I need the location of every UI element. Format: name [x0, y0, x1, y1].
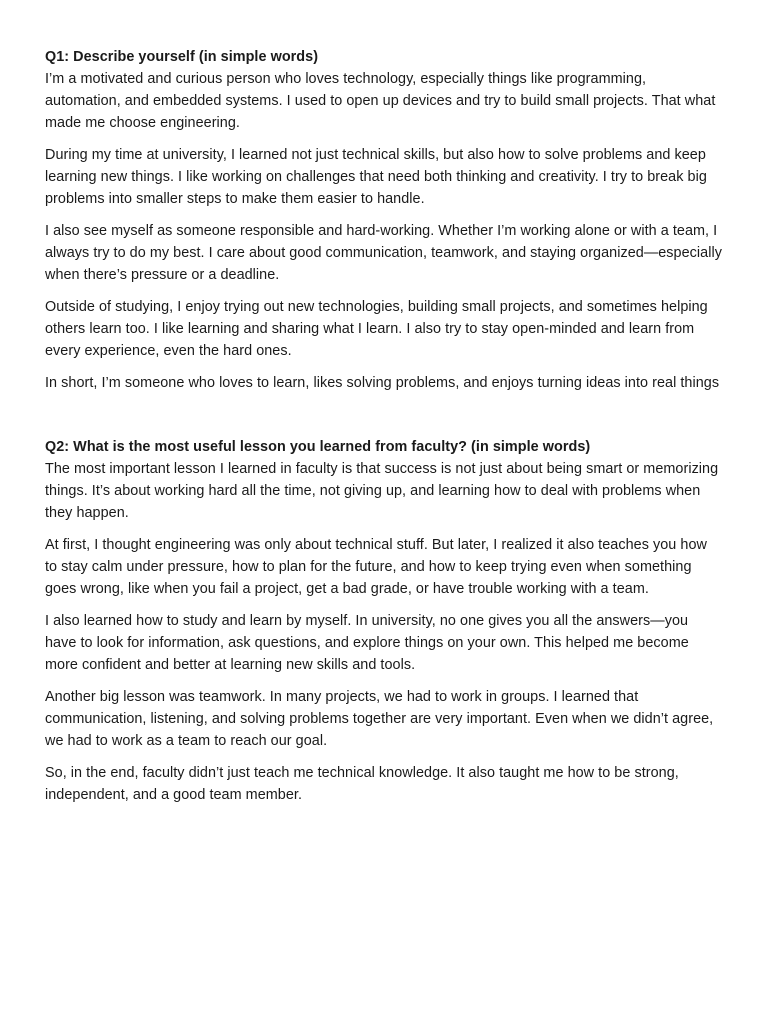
- question-2-title: Q2: What is the most useful lesson you learned from faculty? (in simple words): [45, 439, 591, 455]
- question-1-section: [45, 46, 723, 394]
- q2-paragraph-1: The most important lesson I learned in faculty is that success is not just about being smart or memorizing things. It’s about working hard all the time, not giving up, and learning how to deal with problems when they happen.: [45, 461, 719, 521]
- q1-paragraph-1: I’m a motivated and curious person who loves technology, especially things like programming, automation, and embedded systems. I used to open up devices and try to build small projects. That what made me choose engineering.: [45, 71, 716, 131]
- question-1-title: Q1: Describe yourself (in simple words): [45, 49, 319, 65]
- q1-paragraph-2: During my time at university, I learned not just technical skills, but also how to solve problems and keep learning new things. I like working on challenges that need both thinking and creativity. I try to break big problems into smaller steps to make them easier to handle.: [45, 147, 707, 207]
- q1-paragraph-4: Outside of studying, I enjoy trying out new technologies, building small projects, and sometimes helping others learn too. I like learning and sharing what I learn. I also try to stay open-minded and learn from every experience, even the hard ones.: [45, 299, 708, 359]
- q1-paragraph-3: I also see myself as someone responsible and hard-working. Whether I’m working alone or with a team, I always try to do my best. I care about good communication, teamwork, and staying organized—especially when there’s pressure or a deadline.: [45, 223, 722, 283]
- q2-paragraph-4: Another big lesson was teamwork. In many projects, we had to work in groups. I learned that communication, listening, and solving problems together are very important. Even when we didn’t agree, we had to work as a team to reach our goal.: [45, 689, 714, 749]
- question-2-section: [45, 436, 723, 806]
- q2-paragraph-5: So, in the end, faculty didn’t just teach me technical knowledge. It also taught me how to be strong, independent, and a good team member.: [45, 765, 679, 803]
- q1-paragraph-5: In short, I’m someone who loves to learn, likes solving problems, and enjoys turning ideas into real things: [45, 375, 720, 391]
- q2-paragraph-3: I also learned how to study and learn by myself. In university, no one gives you all the answers—you have to look for information, ask questions, and explore things on your own. This helped me become more confident and better at learning new skills and tools.: [45, 613, 689, 673]
- q2-paragraph-2: At first, I thought engineering was only about technical stuff. But later, I realized it also teaches you how to stay calm under pressure, how to plan for the future, and how to keep trying even when something goes wrong, like when you fail a project, get a bad grade, or have trouble working with a team.: [45, 537, 707, 597]
